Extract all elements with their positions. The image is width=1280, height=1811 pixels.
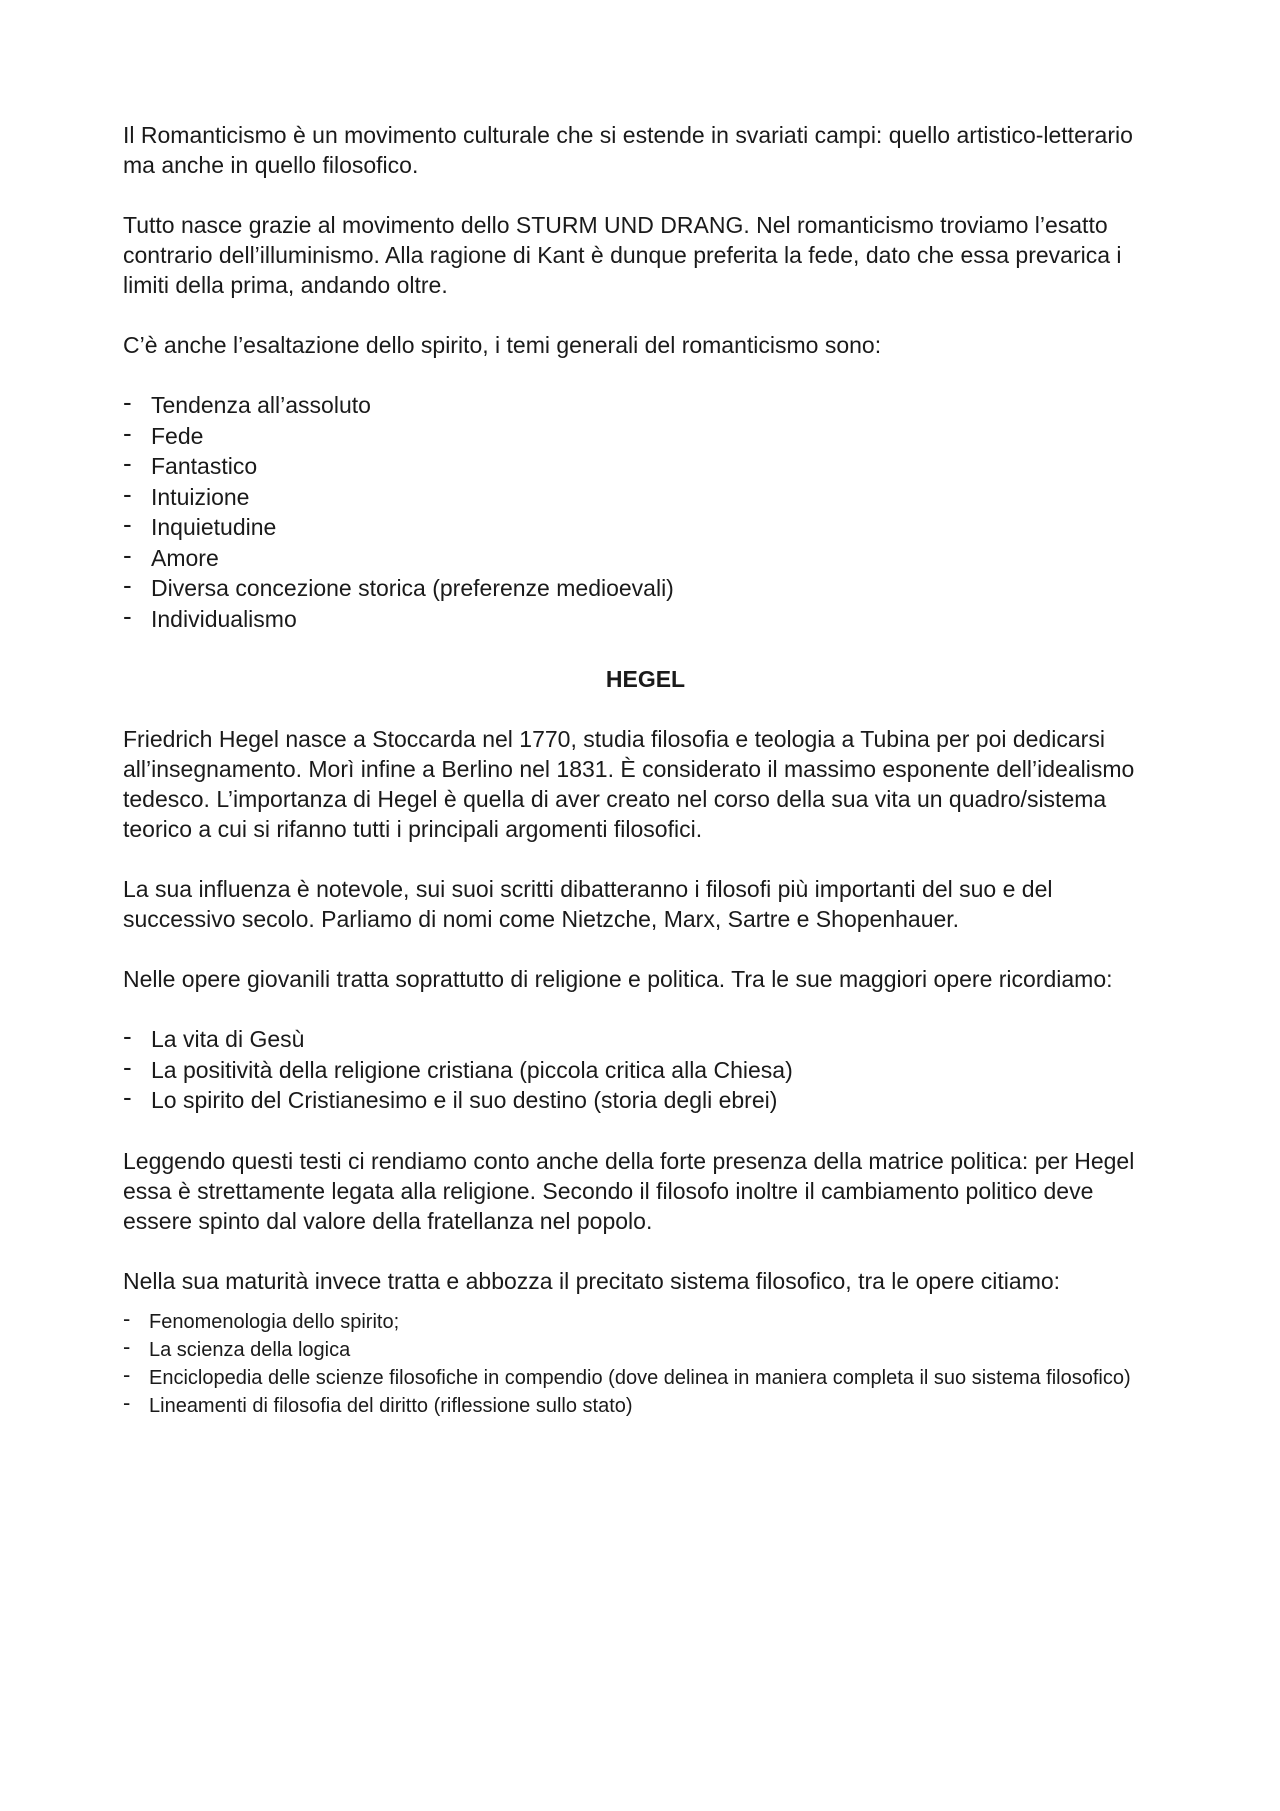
list-item: - Fede	[123, 421, 1168, 452]
maturity-works-list	[123, 1308, 1168, 1420]
intro-paragraph-2: Tutto nasce grazie al movimento dello STURM UND DRANG. Nel romanticismo troviamo l’esatto contrario dell’illuminismo. Alla ragione di Kant è dunque preferita la fede, dato che essa prevarica i limiti della prima, andando oltre.	[123, 212, 1122, 298]
list-item: - La positività della religione cristiana (piccola critica alla Chiesa)	[123, 1055, 1168, 1086]
list-item: - Lo spirito del Cristianesimo e il suo destino (storia degli ebrei)	[123, 1085, 1168, 1116]
list-item: - Tendenza all’assoluto	[123, 390, 1168, 421]
list-item: - Inquietudine	[123, 512, 1168, 543]
list-item: - La vita di Gesù	[123, 1024, 1168, 1055]
hegel-politics-paragraph: Leggendo questi testi ci rendiamo conto anche della forte presenza della matrice politica: per Hegel essa è strettamente legata alla religione. Secondo il filosofo inoltre il cambiamento politico deve essere spinto dal valore della fratellanza nel popolo.	[123, 1147, 1135, 1234]
list-item: - Lineamenti di filosofia del diritto (riflessione sullo stato)	[123, 1392, 1168, 1420]
list-item: - Fantastico	[123, 451, 1168, 482]
list-item: - Amore	[123, 543, 1168, 574]
themes-list	[123, 390, 1168, 634]
hegel-youth-intro: Nelle opere giovanili tratta soprattutto di religione e politica. Tra le sue maggiori opere ricordiamo:	[123, 966, 1113, 992]
list-item: - Individualismo	[123, 604, 1168, 635]
list-item: - Fenomenologia dello spirito;	[123, 1308, 1168, 1336]
intro-paragraph-1: Il Romanticismo è un movimento culturale che si estende in svariati campi: quello artistico-letterario ma anche in quello filosofico.	[123, 122, 1133, 178]
hegel-bio-paragraph: Friedrich Hegel nasce a Stoccarda nel 1770, studia filosofia e teologia a Tubina per poi dedicarsi all’insegnamento. Morì infine a Berlino nel 1831. È considerato il massimo esponente dell’idealismo tedesco. L’importanza di Hegel è quella di aver creato nel corso della sua vita un quadro/sistema teorico a cui si rifanno tutti i principali argomenti filosofici.	[123, 726, 1135, 842]
hegel-maturity-intro: Nella sua maturità invece tratta e abbozza il precitato sistema filosofico, tra le opere citiamo:	[123, 1267, 1061, 1294]
intro-paragraph-3: C’è anche l’esaltazione dello spirito, i temi generali del romanticismo sono:	[123, 332, 882, 358]
section-heading: HEGEL	[605, 666, 686, 692]
hegel-influence-paragraph: La sua influenza è notevole, sui suoi scritti dibatteranno i filosofi più importanti del suo e del successivo secolo. Parliamo di nomi come Nietzche, Marx, Sartre e Shopenhauer.	[123, 876, 1053, 932]
document-page	[123, 120, 1168, 1420]
list-item: - La scienza della logica	[123, 1336, 1168, 1364]
youth-works-list	[123, 1024, 1168, 1116]
list-item: - Enciclopedia delle scienze filosofiche in compendio (dove delinea in maniera completa il suo sistema filosofico)	[123, 1364, 1168, 1392]
list-item: - Diversa concezione storica (preferenze medioevali)	[123, 573, 1168, 604]
list-item: - Intuizione	[123, 482, 1168, 513]
